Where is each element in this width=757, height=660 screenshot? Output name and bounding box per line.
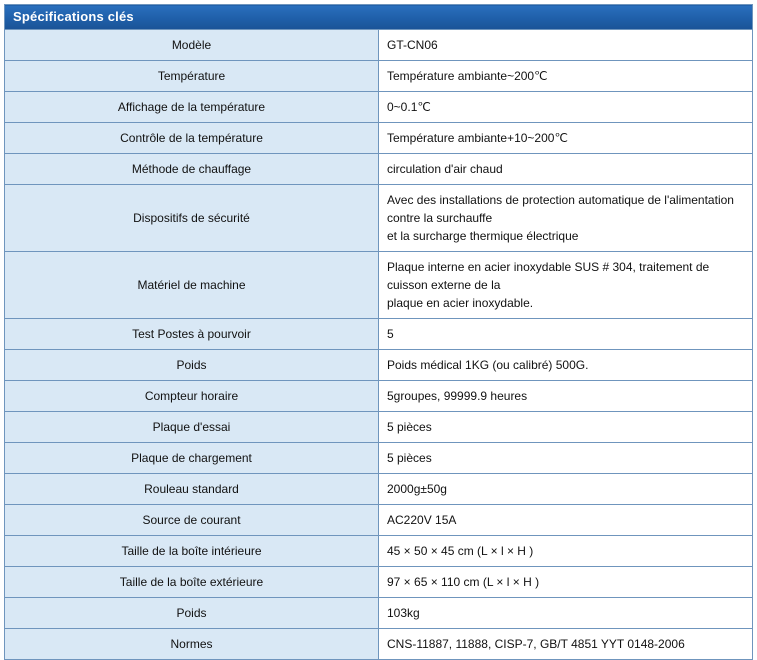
spec-value [379, 252, 753, 319]
spec-value-line: 5 pièces [387, 451, 432, 465]
spec-value-line: plaque en acier inoxydable. [387, 296, 534, 310]
spec-value-line: Avec des installations de protection automatique de l'alimentation contre la surchauffe [387, 193, 734, 225]
spec-label: Test Postes à pourvoir [5, 319, 379, 350]
table-row [5, 505, 753, 536]
spec-value-line: 5 pièces [387, 420, 432, 434]
spec-value [379, 350, 753, 381]
spec-value [379, 319, 753, 350]
spec-value [379, 185, 753, 252]
spec-value-line: 103kg [387, 606, 420, 620]
table-row [5, 598, 753, 629]
table-row [5, 61, 753, 92]
spec-value [379, 30, 753, 61]
spec-label: Source de courant [5, 505, 379, 536]
table-row [5, 319, 753, 350]
spec-label: Poids [5, 350, 379, 381]
spec-label: Température [5, 61, 379, 92]
spec-label: Rouleau standard [5, 474, 379, 505]
spec-value-line: 45 × 50 × 45 cm (L × l × H ) [387, 544, 534, 558]
spec-value-line: Température ambiante+10~200℃ [387, 131, 568, 145]
spec-value-line: Température ambiante~200℃ [387, 69, 548, 83]
spec-label: Matériel de machine [5, 252, 379, 319]
table-title: Spécifications clés [5, 5, 753, 30]
spec-value-line: CNS-11887, 11888, CISP-7, GB/T 4851 YYT 0148-2006 [387, 637, 685, 651]
spec-value [379, 505, 753, 536]
spec-value-line: Plaque interne en acier inoxydable SUS # 304, traitement de cuisson externe de la [387, 260, 710, 292]
spec-label: Taille de la boîte extérieure [5, 567, 379, 598]
spec-value-line: 97 × 65 × 110 cm (L × l × H ) [387, 575, 540, 589]
table-row [5, 252, 753, 319]
spec-value [379, 92, 753, 123]
table-row [5, 185, 753, 252]
table-row [5, 629, 753, 660]
spec-value-line: 2000g±50g [387, 482, 447, 496]
spec-value [379, 629, 753, 660]
table-row [5, 443, 753, 474]
spec-label: Taille de la boîte intérieure [5, 536, 379, 567]
spec-value-line: AC220V 15A [387, 513, 457, 527]
spec-value [379, 154, 753, 185]
spec-value [379, 536, 753, 567]
table-row [5, 474, 753, 505]
spec-label: Compteur horaire [5, 381, 379, 412]
table-row [5, 381, 753, 412]
specifications-table [4, 4, 753, 660]
spec-value [379, 412, 753, 443]
spec-label: Plaque de chargement [5, 443, 379, 474]
table-row [5, 350, 753, 381]
spec-value [379, 381, 753, 412]
spec-value-line: Poids médical 1KG (ou calibré) 500G. [387, 358, 589, 372]
spec-value [379, 567, 753, 598]
spec-value-line: 0~0.1℃ [387, 100, 431, 114]
table-header-row [5, 5, 753, 30]
spec-value-line: 5groupes, 99999.9 heures [387, 389, 528, 403]
spec-label: Affichage de la température [5, 92, 379, 123]
spec-label: Dispositifs de sécurité [5, 185, 379, 252]
spec-value [379, 61, 753, 92]
spec-label: Modèle [5, 30, 379, 61]
spec-label: Normes [5, 629, 379, 660]
table-body [5, 30, 753, 660]
spec-value-line: 5 [387, 327, 394, 341]
table-row [5, 30, 753, 61]
table-header [5, 5, 753, 30]
table-row [5, 567, 753, 598]
table-row [5, 536, 753, 567]
spec-value-line: et la surcharge thermique électrique [387, 229, 579, 243]
spec-value [379, 443, 753, 474]
spec-label: Poids [5, 598, 379, 629]
table-row [5, 92, 753, 123]
table-row [5, 154, 753, 185]
spec-label: Contrôle de la température [5, 123, 379, 154]
table-row [5, 412, 753, 443]
spec-value [379, 474, 753, 505]
spec-label: Méthode de chauffage [5, 154, 379, 185]
spec-value-line: circulation d'air chaud [387, 162, 503, 176]
spec-label: Plaque d'essai [5, 412, 379, 443]
spec-value [379, 123, 753, 154]
spec-value-line: GT-CN06 [387, 38, 438, 52]
table-row [5, 123, 753, 154]
spec-value [379, 598, 753, 629]
